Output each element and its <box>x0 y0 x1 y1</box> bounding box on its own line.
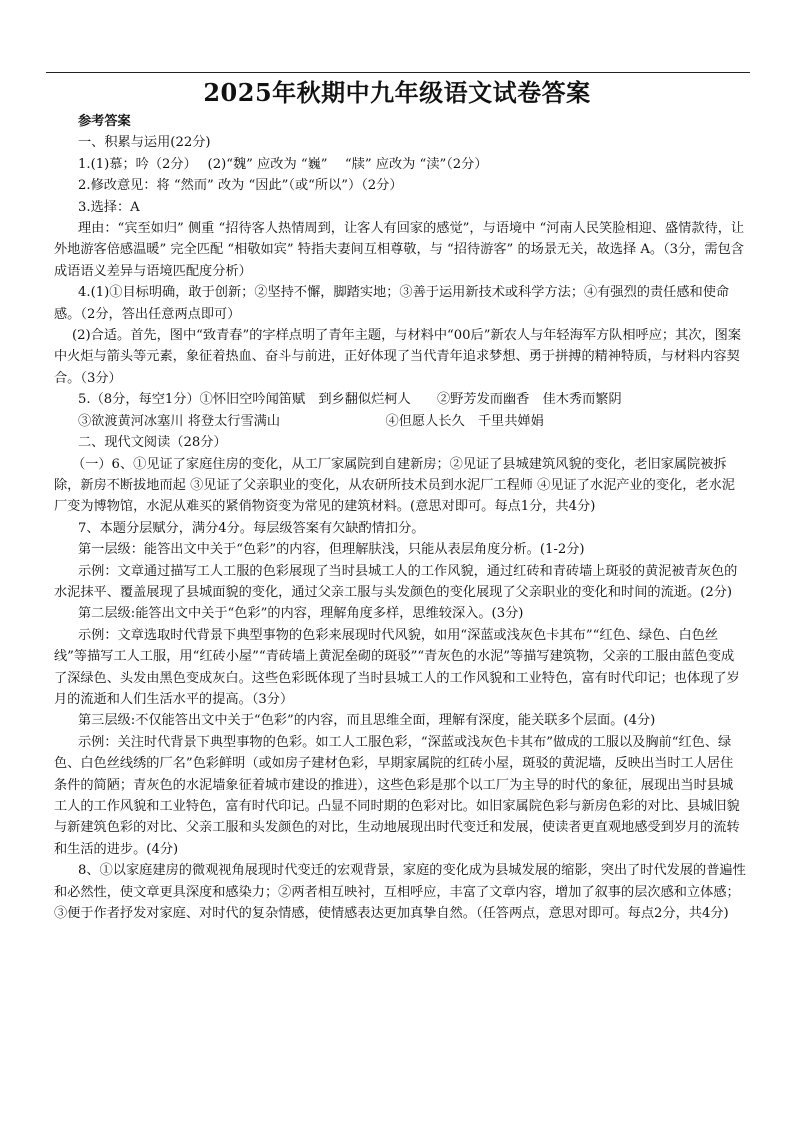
answer-q3-reason: 理由：“宾至如归” 侧重 “招待客人热情周到，让客人有回家的感觉”，与语境中 “河南人民笑脸相迎、盛情款待，让外地游客倍感温暖” 完全匹配 “相敬如宾” 特指夫妻间互相尊敬，与 “招待游客” 的场景无关，故选择 A。（3分，需包含成语语义差异与语境匹配度分析） <box>54 221 745 279</box>
answer-q7-level1: 第一层级：能答出文中关于“色彩”的内容，但理解肤浅，只能从表层角度分析。(1-2分) <box>78 542 585 558</box>
answer-q4-part2: (2)合适。首先，图中“致青春”的字样点明了青年主题，与材料中“00后”新农人与年轻海军方队相呼应；其次，图案中火炬与箭头等元素，象征着热血、奋斗与前进，正好体现了当代青年追求梦想、勇于拼搏的精神特质，与材料内容契合。（3分） <box>54 328 742 386</box>
answer-q5-line1: 5.（8分，每空1分）①怀旧空吟闻笛赋 到乡翻似烂柯人 ②野芳发而幽香 佳木秀而繁阴 <box>78 392 622 408</box>
page-title: 2025年秋期中九年级语文试卷答案 <box>203 78 591 107</box>
answer-q7-level2-example: 示例：文章选取时代背景下典型事物的色彩来展现时代风貌，如用“深蓝或浅灰色卡其布”“红色、绿色、白色丝线”等描写工人工服，用“红砖小屋”“青砖墙上黄泥垒砌的斑驳”“青灰色的水泥”等描写建筑物，父亲的工服由蓝色变成了深绿色、头发由黑色变成灰白。这些色彩既体现了当时县城工人的工作风貌和工业特色，富有时代印记；也体现了岁月的流逝和人们生活水平的提高。（3分） <box>54 627 740 707</box>
answer-q7-level1-example: 示例：文章通过描写工人工服的色彩展现了当时县城工人的工作风貌，通过红砖和青砖墙上斑驳的黄泥被青灰色的水泥抹平、覆盖展现了县城面貌的变化，通过父亲工服与头发颜色的变化展现了父亲职业的变化和时间的流逝。(2分) <box>54 563 738 600</box>
answer-q5-line2: ③欲渡黄河冰塞川 将登太行雪满山 ④但愿人长久 千里共婵娟 <box>78 413 544 429</box>
answer-q3: 3.选择：A <box>78 199 140 215</box>
answer-q7-level2: 第二层级:能答出文中关于“色彩”的内容，理解角度多样，思维较深入。(3分) <box>78 606 524 622</box>
answer-q7-level3-example: 示例：关注时代背景下典型事物的色彩。如工人工服色彩，“深蓝或浅灰色卡其布”做成的工服以及胸前“红色、绿色、白色丝线绣的厂名”色彩鲜明（或如房子建材色彩，早期家属院的红砖小屋，斑驳的黄泥墙，反映出当时工人居住条件的简陋；青灰色的水泥墙象征着城市建设的推进），这些色彩是那个以工厂为主导的时代的象征，展现出当时县城工人的工作风貌和工业特色，富有时代印记。凸显不同时期的色彩对比。如旧家属院色彩与新房色彩的对比、县城旧貌与新建筑色彩的对比、父亲工服和头发颜色的对比，生动地展现出时代变迁和发展，使读者更直观地感受到岁月的流转和生活的进步。(4分) <box>54 734 740 857</box>
top-divider <box>46 72 750 73</box>
answer-q7-level3: 第三层级:不仅能答出文中关于“色彩”的内容，而且思维全面，理解有深度，能关联多个层面。(4分) <box>78 713 656 729</box>
answer-q6: （一）6、①见证了家庭住房的变化，从工厂家属院到自建新房；②见证了县城建筑风貌的变化，老旧家属院被拆除，新房不断拔地而起 ③见证了父亲职业的变化，从农研所技术员到水泥厂工程师 ④见证了水泥产业的变化，老水泥厂变为博物馆，水泥从难买的紧俏物资变为常见的建筑材料。(意思对即可。每点1分，共4分) <box>54 456 735 515</box>
answer-q1: 1.(1)慕；吟（2分） (2)“魏” 应改为 “巍” “牍” 应改为 “渎”（2分） <box>78 156 488 172</box>
answer-content <box>54 111 746 924</box>
section-1-heading: 一、积累与运用(22分) <box>78 135 211 151</box>
answer-q4-part1: 4.(1)①目标明确，敢于创新；②坚持不懈，脚踏实地；③善于运用新技术或科学方法；④有强烈的责任感和使命感。（2分，答出任意两点即可） <box>54 285 730 322</box>
subtitle: 参考答案 <box>78 114 131 129</box>
answer-q8: 8、①以家庭建房的微观视角展现时代变迁的宏观背景，家庭的变化成为县城发展的缩影，突出了时代发展的普遍性和必然性，使文章更具深度和感染力；②两者相互映衬，互相呼应，丰富了文章内容，增加了叙事的层次感和立体感；③便于作者抒发对家庭、对时代的复杂情感，使情感表达更加真挚自然。（任答两点，意思对即可。每点2分，共4分) <box>54 863 746 922</box>
answer-q2: 2.修改意见：将 “然而” 改为 “因此”（或“所以”）（2分） <box>78 178 403 194</box>
section-2-heading: 二、现代文阅读（28分） <box>78 435 227 451</box>
answer-q7-intro: 7、本题分层赋分，满分4分。每层级答案有欠缺酌情扣分。 <box>78 520 425 536</box>
